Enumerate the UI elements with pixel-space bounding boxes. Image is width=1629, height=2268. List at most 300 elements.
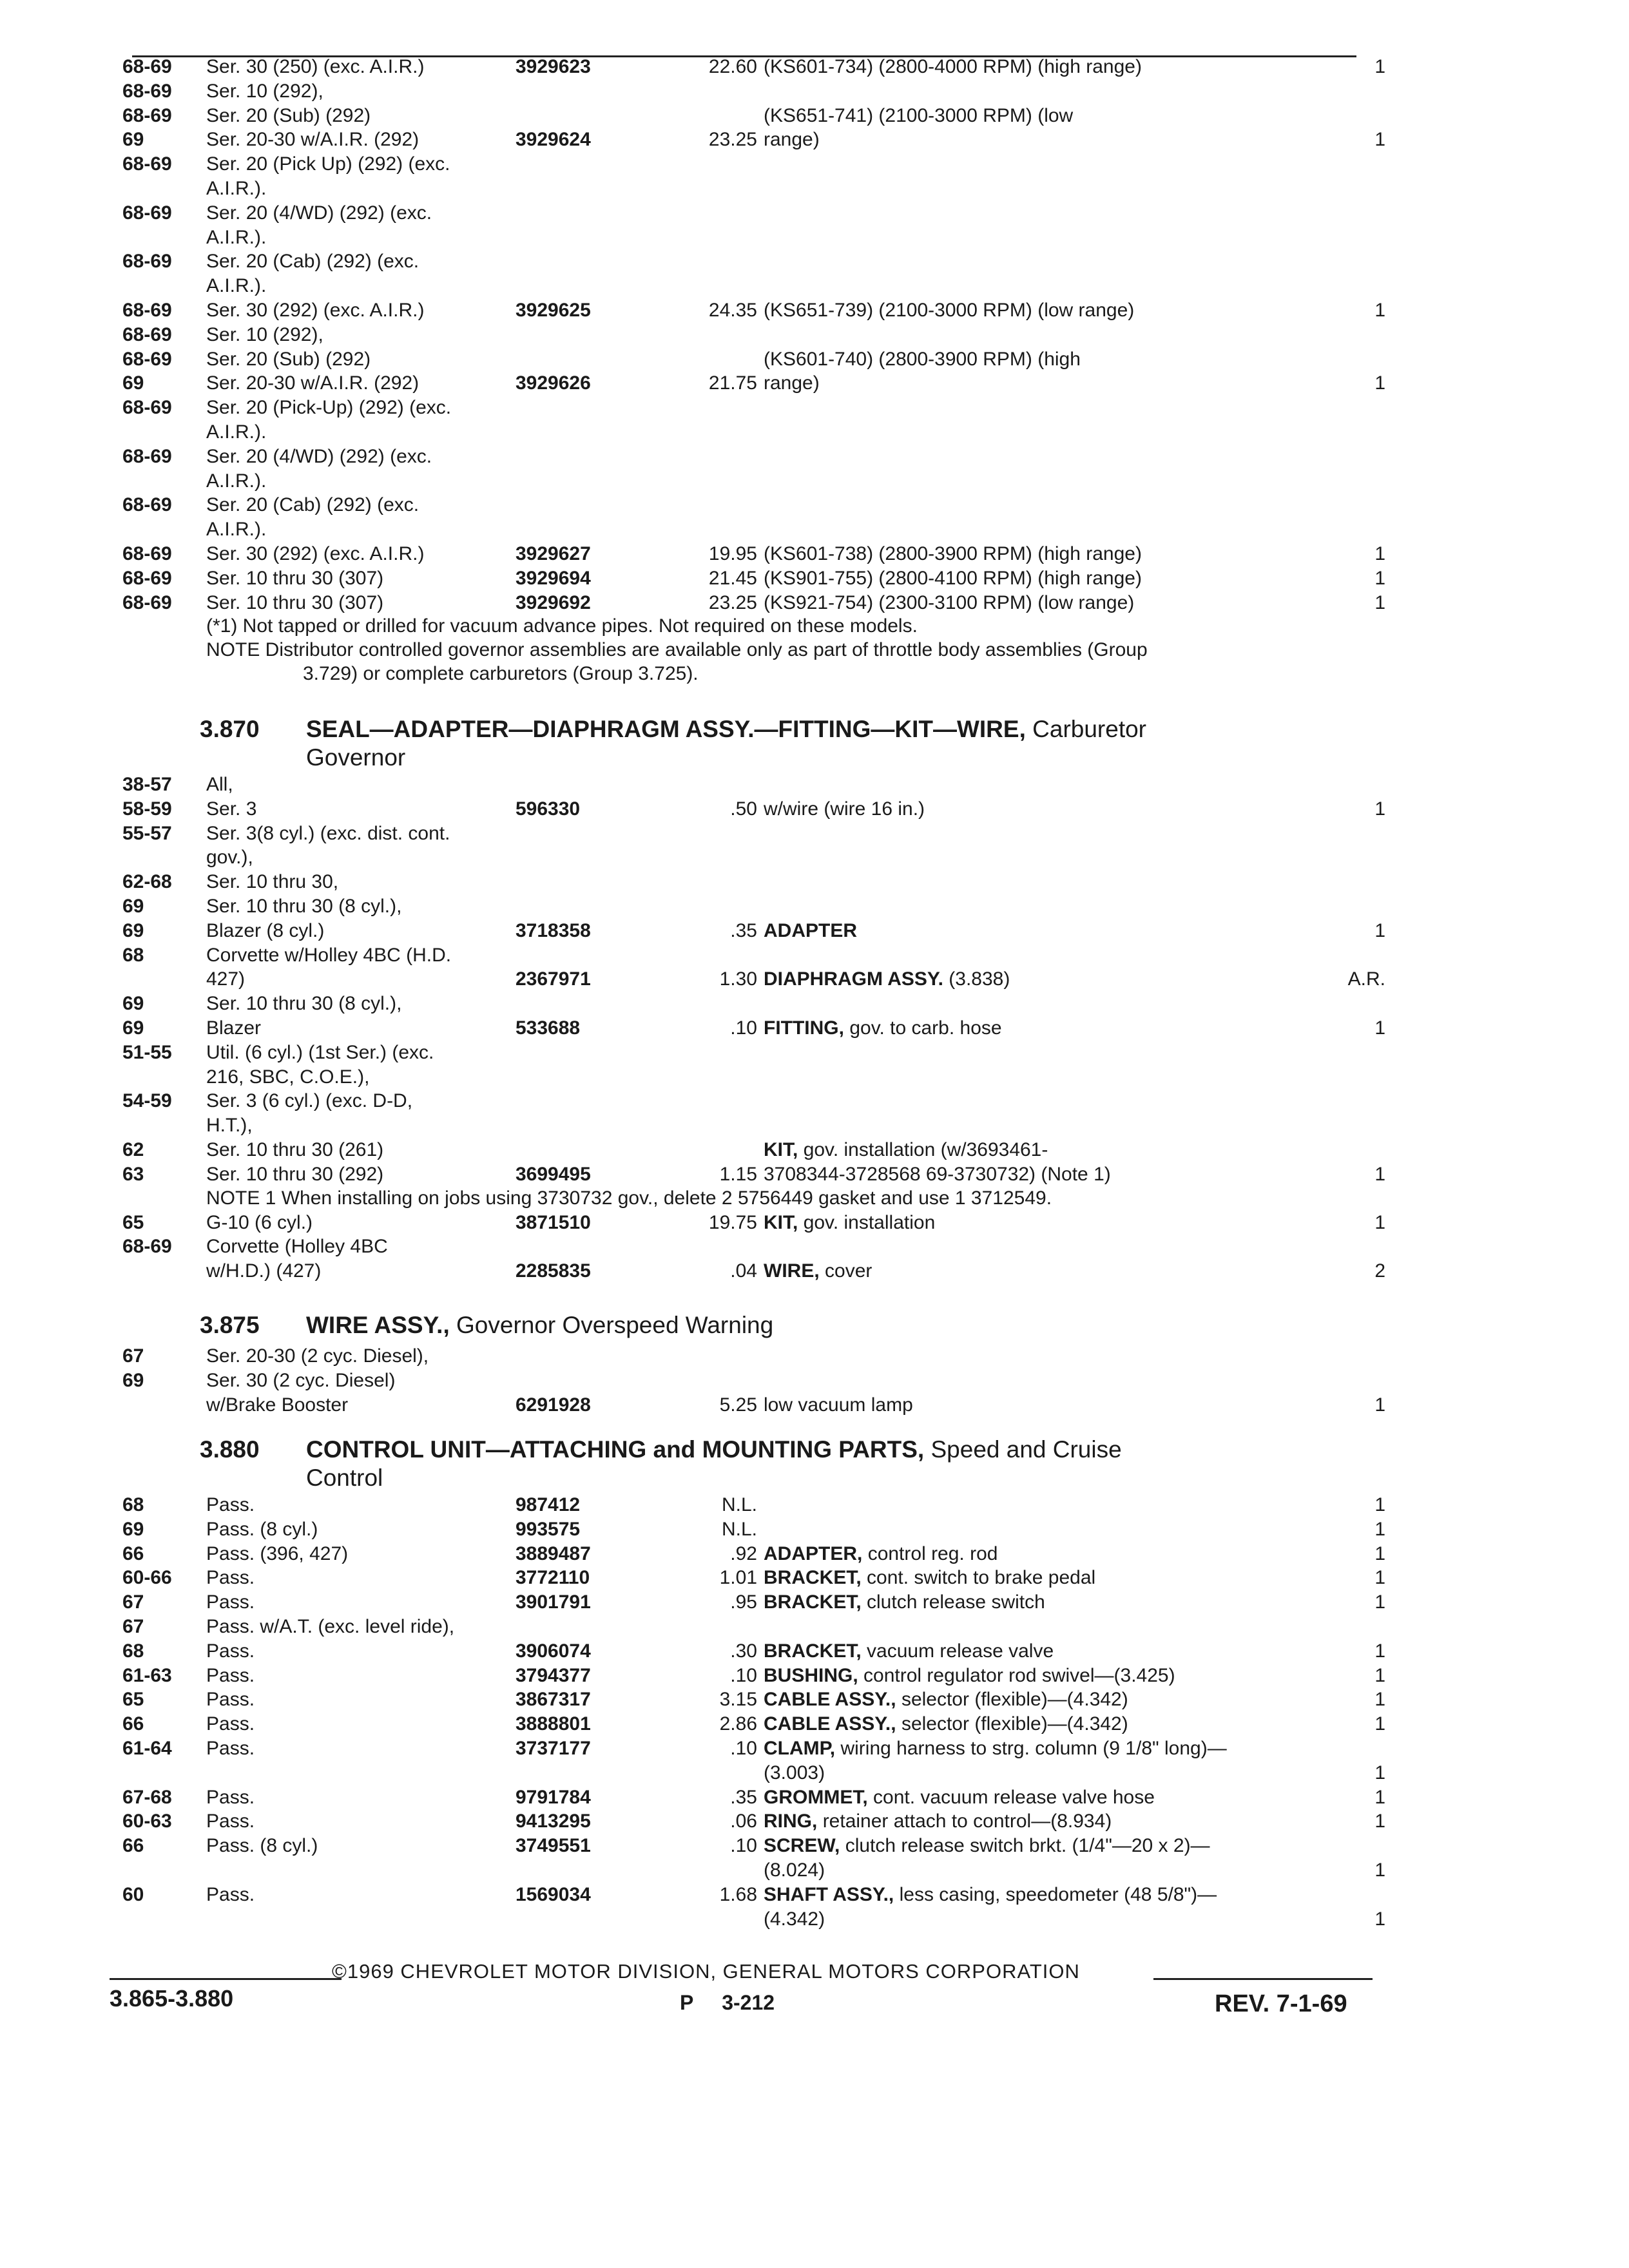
- application: A.I.R.).: [206, 470, 267, 492]
- part-number: 3794377: [516, 1664, 591, 1686]
- list-price: 19.95: [708, 543, 757, 564]
- part-number: 3737177: [516, 1738, 591, 1759]
- section-title: [306, 1311, 773, 1340]
- application: Ser. 10 (292),: [206, 80, 323, 102]
- part-description: [764, 1392, 913, 1418]
- list-price: 1.30: [719, 968, 757, 990]
- model-years: 69: [122, 1518, 144, 1540]
- application: Ser. 10 thru 30 (8 cyl.),: [206, 896, 402, 917]
- quantity: 1: [1374, 1689, 1385, 1711]
- quantity: 1: [1374, 1786, 1385, 1808]
- section-title-line2: Governor: [306, 744, 406, 771]
- part-description: [764, 1736, 1227, 1762]
- list-price: 19.75: [708, 1211, 757, 1233]
- model-years: 68-69: [122, 1236, 172, 1258]
- quantity: 1: [1374, 1860, 1385, 1881]
- application: Ser. 20 (Sub) (292): [206, 348, 371, 370]
- application: Pass. (8 cyl.): [206, 1835, 318, 1857]
- description-text: (KS651-741) (2100-3000 RPM) (low: [764, 104, 1074, 126]
- quantity: 1: [1374, 1017, 1385, 1039]
- section-number: 3.870: [200, 716, 260, 742]
- quantity: 1: [1374, 1567, 1385, 1589]
- part-number: 3929694: [516, 567, 591, 589]
- copyright-line: ©1969 CHEVROLET MOTOR DIVISION, GENERAL MOTORS CORPORATION: [332, 1960, 1080, 1983]
- application: w/Brake Booster: [206, 1394, 349, 1416]
- part-description: [764, 1858, 825, 1883]
- model-years: 68-69: [122, 348, 172, 370]
- part-number: 3867317: [516, 1689, 591, 1711]
- description-text: wiring harness to strg. column (9 1/8" long)—: [840, 1738, 1227, 1759]
- model-years: 69: [122, 919, 144, 941]
- part-description: [764, 541, 1142, 567]
- part-description: [764, 370, 820, 396]
- description-text: (8.024): [764, 1860, 825, 1881]
- description-text: range): [764, 129, 820, 151]
- description-text: (KS601-738) (2800-3900 RPM) (high range): [764, 543, 1142, 564]
- application: Ser. 10 thru 30,: [206, 871, 339, 893]
- model-years: 68-69: [122, 591, 172, 613]
- section-title: [306, 1436, 1122, 1492]
- model-years: 63: [122, 1163, 144, 1185]
- quantity: 1: [1374, 1664, 1385, 1686]
- part-description: [764, 1590, 1045, 1615]
- quantity: 1: [1374, 1163, 1385, 1185]
- part-description: [764, 54, 1142, 80]
- section-title-main: SEAL—ADAPTER—DIAPHRAGM ASSY.—FITTING—KIT—WIRE,: [306, 716, 1026, 742]
- part-description: [764, 590, 1134, 616]
- part-number: 2285835: [516, 1260, 591, 1282]
- application: Ser. 30 (250) (exc. A.I.R.): [206, 56, 425, 77]
- model-years: 61-63: [122, 1664, 172, 1686]
- part-name: ADAPTER,: [764, 1542, 863, 1564]
- application: Pass.: [206, 1811, 255, 1832]
- quantity: 1: [1374, 1494, 1385, 1515]
- part-description: [764, 918, 857, 944]
- application: Ser. 10 thru 30 (307): [206, 591, 384, 613]
- application: w/H.D.) (427): [206, 1260, 322, 1282]
- quantity: 1: [1374, 300, 1385, 321]
- list-price: .92: [730, 1542, 757, 1564]
- description-text: cont. vacuum release valve hose: [873, 1786, 1155, 1808]
- quantity: 1: [1374, 1394, 1385, 1416]
- application: Ser. 3 (6 cyl.) (exc. D-D,: [206, 1090, 413, 1112]
- part-name: DIAPHRAGM ASSY.: [764, 968, 943, 990]
- part-description: [764, 1137, 1048, 1163]
- application: A.I.R.).: [206, 178, 267, 199]
- application: A.I.R.).: [206, 226, 267, 248]
- list-price: .10: [730, 1738, 757, 1759]
- application: Ser. 20 (Sub) (292): [206, 104, 371, 126]
- model-years: 68-69: [122, 251, 172, 273]
- model-years: 69: [122, 129, 144, 151]
- description-text: retainer attach to control—(8.934): [822, 1811, 1112, 1832]
- description-text: 3708344-3728568 69-3730732) (Note 1): [764, 1163, 1111, 1185]
- quantity: 1: [1374, 1908, 1385, 1930]
- model-years: 68-69: [122, 567, 172, 589]
- application: Pass.: [206, 1591, 255, 1613]
- application: A.I.R.).: [206, 519, 267, 541]
- list-price: 3.15: [719, 1689, 757, 1711]
- list-price: .06: [730, 1811, 757, 1832]
- application: Pass.: [206, 1713, 255, 1735]
- part-description: [764, 796, 925, 822]
- model-years: 69: [122, 1017, 144, 1039]
- quantity: 1: [1374, 1811, 1385, 1832]
- part-number: 993575: [516, 1518, 581, 1540]
- application: Pass.: [206, 1883, 255, 1905]
- description-text: (3.838): [949, 968, 1010, 990]
- part-number: 6291928: [516, 1394, 591, 1416]
- application: Pass.: [206, 1738, 255, 1759]
- description-text: gov. installation (w/3693461-: [803, 1139, 1048, 1160]
- application: Ser. 30 (2 cyc. Diesel): [206, 1369, 396, 1391]
- application: 216, SBC, C.O.E.),: [206, 1066, 370, 1088]
- application: G-10 (6 cyl.): [206, 1211, 313, 1233]
- list-price: 1.01: [719, 1567, 757, 1589]
- footnote: (*1) Not tapped or drilled for vacuum advance pipes. Not required on these models.: [206, 615, 918, 637]
- part-description: [764, 1541, 998, 1567]
- application: Pass. w/A.T. (exc. level ride),: [206, 1616, 455, 1637]
- model-years: 55-57: [122, 822, 172, 844]
- part-name: CABLE ASSY.,: [764, 1713, 896, 1735]
- quantity: 1: [1374, 1713, 1385, 1735]
- list-price: 22.60: [708, 56, 757, 77]
- quantity: 1: [1374, 1640, 1385, 1662]
- part-number: 3929624: [516, 129, 591, 151]
- model-years: 68-69: [122, 80, 172, 102]
- model-years: 58-59: [122, 798, 172, 820]
- part-number: 3718358: [516, 919, 591, 941]
- list-price: 1.15: [719, 1163, 757, 1185]
- part-number: 3901791: [516, 1591, 591, 1613]
- list-price: 21.45: [708, 567, 757, 589]
- application: Pass.: [206, 1786, 255, 1808]
- quantity: 1: [1374, 1591, 1385, 1613]
- description-text: (4.342): [764, 1908, 825, 1930]
- application: Pass. (396, 427): [206, 1542, 349, 1564]
- application: Corvette (Holley 4BC: [206, 1236, 388, 1258]
- part-name: BUSHING,: [764, 1664, 858, 1686]
- quantity: 1: [1374, 919, 1385, 941]
- part-name: CLAMP,: [764, 1738, 836, 1759]
- quantity: 2: [1374, 1260, 1385, 1282]
- footer-rule-left: [110, 1978, 342, 1980]
- section-number: 3.880: [200, 1436, 260, 1463]
- list-price: .35: [730, 1786, 757, 1808]
- list-price: .50: [730, 798, 757, 820]
- model-years: 66: [122, 1713, 144, 1735]
- list-price: 24.35: [708, 300, 757, 321]
- description-text: range): [764, 372, 820, 394]
- model-years: 68-69: [122, 543, 172, 564]
- part-name: BRACKET,: [764, 1591, 862, 1613]
- part-number: 9791784: [516, 1786, 591, 1808]
- application: Ser. 20-30 (2 cyc. Diesel),: [206, 1345, 429, 1367]
- description-text: (KS601-740) (2800-3900 RPM) (high: [764, 348, 1081, 370]
- model-years: 69: [122, 372, 144, 394]
- quantity: 1: [1374, 372, 1385, 394]
- model-years: 68-69: [122, 494, 172, 516]
- application: Pass. (8 cyl.): [206, 1518, 318, 1540]
- model-years: 54-59: [122, 1090, 172, 1112]
- part-name: KIT,: [764, 1211, 798, 1233]
- section-title-main: WIRE ASSY.,: [306, 1312, 450, 1338]
- application: Pass.: [206, 1689, 255, 1711]
- model-years: 68-69: [122, 56, 172, 77]
- model-years: 61-64: [122, 1738, 172, 1759]
- part-number: 3871510: [516, 1211, 591, 1233]
- list-price: 2.86: [719, 1713, 757, 1735]
- application: Ser. 20 (Cab) (292) (exc.: [206, 494, 419, 516]
- quantity: 1: [1374, 56, 1385, 77]
- model-years: 67: [122, 1616, 144, 1637]
- part-name: FITTING,: [764, 1017, 844, 1039]
- quantity: 1: [1374, 591, 1385, 613]
- application: Blazer (8 cyl.): [206, 919, 325, 941]
- section-heading: [200, 715, 1360, 771]
- model-years: 67: [122, 1591, 144, 1613]
- model-years: 62-68: [122, 871, 172, 893]
- application: Ser. 10 thru 30 (8 cyl.),: [206, 993, 402, 1015]
- model-years: 69: [122, 896, 144, 917]
- description-text: (3.003): [764, 1762, 825, 1783]
- part-description: [764, 1639, 1054, 1664]
- model-years: 68-69: [122, 323, 172, 345]
- application: Ser. 20 (Cab) (292) (exc.: [206, 251, 419, 273]
- list-price: .95: [730, 1591, 757, 1613]
- part-description: [764, 1162, 1111, 1187]
- description-text: (KS651-739) (2100-3000 RPM) (low range): [764, 300, 1135, 321]
- application: Ser. 10 thru 30 (292): [206, 1163, 384, 1185]
- application: Ser. 20 (Pick-Up) (292) (exc.: [206, 397, 452, 419]
- application: Ser. 30 (292) (exc. A.I.R.): [206, 543, 425, 564]
- part-number: 3929626: [516, 372, 591, 394]
- application: Pass.: [206, 1640, 255, 1662]
- section-heading: [200, 1311, 1360, 1340]
- model-years: 68-69: [122, 300, 172, 321]
- description-text: low vacuum lamp: [764, 1394, 913, 1416]
- application: Ser. 30 (292) (exc. A.I.R.): [206, 300, 425, 321]
- part-description: [764, 298, 1134, 323]
- part-number: 533688: [516, 1017, 581, 1039]
- application: All,: [206, 774, 233, 795]
- model-years: 67: [122, 1345, 144, 1367]
- part-number: 3889487: [516, 1542, 591, 1564]
- description-text: less casing, speedometer (48 5/8")—: [899, 1883, 1217, 1905]
- model-years: 60-63: [122, 1811, 172, 1832]
- list-price: 21.75: [708, 372, 757, 394]
- application: Corvette w/Holley 4BC (H.D.: [206, 944, 452, 966]
- part-description: [764, 103, 1073, 129]
- part-number: 3699495: [516, 1163, 591, 1185]
- part-description: [764, 127, 820, 153]
- model-years: 38-57: [122, 774, 172, 795]
- part-number: 1569034: [516, 1883, 591, 1905]
- part-description: [764, 1711, 1128, 1737]
- quantity: 1: [1374, 1518, 1385, 1540]
- part-description: [764, 1210, 935, 1236]
- model-years: 68-69: [122, 397, 172, 419]
- footnote: NOTE Distributor controlled governor assemblies are available only as part of throttle body assemblies (Group: [206, 639, 1148, 661]
- list-price: .04: [730, 1260, 757, 1282]
- section-note: NOTE 1 When installing on jobs using 3730732 gov., delete 2 5756449 gasket and use 1 3712549.: [206, 1187, 1052, 1209]
- part-description: [764, 1882, 1217, 1908]
- part-number: 3749551: [516, 1835, 591, 1857]
- description-text: vacuum release valve: [867, 1640, 1054, 1662]
- section-title-main: CONTROL UNIT—ATTACHING and MOUNTING PARTS,: [306, 1436, 925, 1463]
- list-price: 1.68: [719, 1883, 757, 1905]
- list-price: .10: [730, 1835, 757, 1857]
- quantity: 1: [1374, 129, 1385, 151]
- list-price: .10: [730, 1017, 757, 1039]
- description-text: (KS901-755) (2800-4100 RPM) (high range): [764, 567, 1142, 589]
- application: Ser. 20 (4/WD) (292) (exc.: [206, 445, 432, 467]
- model-years: 66: [122, 1835, 144, 1857]
- part-description: [764, 1907, 825, 1932]
- part-number: 3929627: [516, 543, 591, 564]
- application: Ser. 10 thru 30 (307): [206, 567, 384, 589]
- description-text: gov. to carb. hose: [849, 1017, 1002, 1039]
- application: gov.),: [206, 847, 253, 869]
- application: Util. (6 cyl.) (1st Ser.) (exc.: [206, 1041, 434, 1063]
- model-years: 51-55: [122, 1041, 172, 1063]
- section-title: [306, 715, 1146, 772]
- description-text: cont. switch to brake pedal: [867, 1567, 1096, 1589]
- part-description: [764, 347, 1081, 372]
- part-name: GROMMET,: [764, 1786, 868, 1808]
- model-years: 65: [122, 1211, 144, 1233]
- application: 427): [206, 968, 246, 990]
- part-number: 3929625: [516, 300, 591, 321]
- part-name: SCREW,: [764, 1835, 840, 1857]
- part-description: [764, 1687, 1128, 1713]
- section-title-suffix: Governor Overspeed Warning: [456, 1312, 774, 1338]
- model-years: 68: [122, 1494, 144, 1515]
- list-price: N.L.: [721, 1494, 757, 1515]
- description-text: clutch release switch: [867, 1591, 1045, 1613]
- description-text: gov. installation: [803, 1211, 936, 1233]
- list-price: 23.25: [708, 129, 757, 151]
- revision-date: REV. 7-1-69: [1215, 1990, 1347, 2017]
- page-number: P 3-212: [680, 1991, 775, 2014]
- description-text: control regulator rod swivel—(3.425): [863, 1664, 1175, 1686]
- model-years: 65: [122, 1689, 144, 1711]
- part-name: SHAFT ASSY.,: [764, 1883, 894, 1905]
- application: Pass.: [206, 1567, 255, 1589]
- part-name: ADAPTER: [764, 919, 858, 941]
- section-title-suffix: Carburetor: [1032, 716, 1147, 742]
- application: H.T.),: [206, 1115, 253, 1137]
- application: Ser. 3(8 cyl.) (exc. dist. cont.: [206, 822, 450, 844]
- part-number: 9413295: [516, 1811, 591, 1832]
- model-years: 68-69: [122, 202, 172, 224]
- model-years: 67-68: [122, 1786, 172, 1808]
- part-number: 3906074: [516, 1640, 591, 1662]
- application: Ser. 10 thru 30 (261): [206, 1139, 384, 1160]
- part-number: 3929623: [516, 56, 591, 77]
- quantity: 1: [1374, 1762, 1385, 1783]
- part-description: [764, 1258, 872, 1284]
- quantity: 1: [1374, 567, 1385, 589]
- section-title-line2: Control: [306, 1465, 383, 1491]
- part-number: 3929692: [516, 591, 591, 613]
- description-text: selector (flexible)—(4.342): [901, 1689, 1128, 1711]
- application: A.I.R.).: [206, 421, 267, 443]
- part-name: WIRE,: [764, 1260, 820, 1282]
- model-years: 60: [122, 1883, 144, 1905]
- section-heading: [200, 1436, 1360, 1491]
- model-years: 68-69: [122, 445, 172, 467]
- model-years: 69: [122, 1369, 144, 1391]
- description-text: (KS921-754) (2300-3100 RPM) (low range): [764, 591, 1135, 613]
- part-description: [764, 1785, 1155, 1811]
- model-years: 69: [122, 993, 144, 1015]
- description-text: (KS601-734) (2800-4000 RPM) (high range): [764, 56, 1142, 77]
- footer-rule-right: [1153, 1978, 1373, 1980]
- list-price: .35: [730, 919, 757, 941]
- application: Ser. 20-30 w/A.I.R. (292): [206, 372, 419, 394]
- model-years: 62: [122, 1139, 144, 1160]
- section-title-suffix: Speed and Cruise: [930, 1436, 1122, 1463]
- part-description: [764, 1809, 1112, 1834]
- part-description: [764, 966, 1010, 992]
- part-description: [764, 1015, 1002, 1041]
- model-years: 68: [122, 944, 144, 966]
- list-price: .30: [730, 1640, 757, 1662]
- part-number: 3888801: [516, 1713, 591, 1735]
- model-years: 66: [122, 1542, 144, 1564]
- list-price: 5.25: [719, 1394, 757, 1416]
- part-name: BRACKET,: [764, 1567, 862, 1589]
- part-description: [764, 566, 1142, 591]
- application: Ser. 20 (4/WD) (292) (exc.: [206, 202, 432, 224]
- section-number: 3.875: [200, 1312, 260, 1338]
- application: Ser. 20 (Pick Up) (292) (exc.: [206, 153, 450, 175]
- model-years: 68-69: [122, 153, 172, 175]
- description-text: selector (flexible)—(4.342): [901, 1713, 1128, 1735]
- model-years: 68-69: [122, 104, 172, 126]
- application: A.I.R.).: [206, 275, 267, 297]
- part-name: KIT,: [764, 1139, 798, 1160]
- description-text: w/wire (wire 16 in.): [764, 798, 925, 820]
- part-name: RING,: [764, 1811, 818, 1832]
- quantity: 1: [1374, 1211, 1385, 1233]
- list-price: 23.25: [708, 591, 757, 613]
- description-text: clutch release switch brkt. (1/4"—20 x 2)—: [845, 1835, 1210, 1857]
- part-description: [764, 1663, 1175, 1689]
- part-number: 2367971: [516, 968, 591, 990]
- quantity: 1: [1374, 1542, 1385, 1564]
- quantity: 1: [1374, 798, 1385, 820]
- application: Ser. 3: [206, 798, 257, 820]
- part-description: [764, 1833, 1210, 1859]
- part-description: [764, 1760, 825, 1786]
- application: Pass.: [206, 1664, 255, 1686]
- footnote: 3.729) or complete carburetors (Group 3.725).: [303, 663, 699, 685]
- part-number: 3772110: [516, 1567, 590, 1589]
- application: Ser. 20-30 w/A.I.R. (292): [206, 129, 419, 151]
- application: Pass.: [206, 1494, 255, 1515]
- description-text: control reg. rod: [867, 1542, 998, 1564]
- part-name: BRACKET,: [764, 1640, 862, 1662]
- application: Blazer: [206, 1017, 262, 1039]
- list-price: .10: [730, 1664, 757, 1686]
- group-range: 3.865-3.880: [110, 1985, 234, 2012]
- quantity: 1: [1374, 543, 1385, 564]
- model-years: 68: [122, 1640, 144, 1662]
- part-number: 596330: [516, 798, 581, 820]
- list-price: N.L.: [721, 1518, 757, 1540]
